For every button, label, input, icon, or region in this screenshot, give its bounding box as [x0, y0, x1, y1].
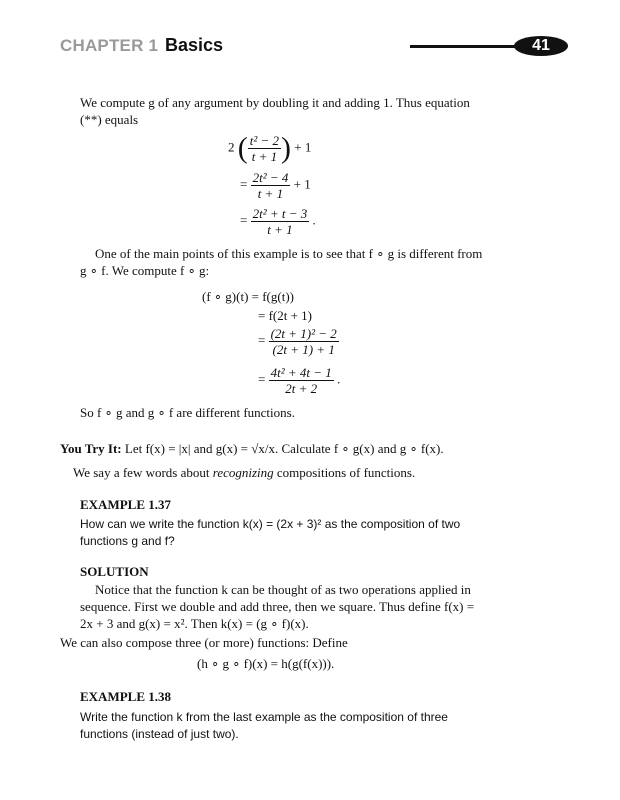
eq2-frac3-numerator: (2t + 1)² − 2 — [270, 326, 337, 341]
equation-3: (h ∘ g ∘ f)(x) = h(g(f(x))). — [197, 656, 335, 671]
eq1-left-paren: ( — [237, 131, 248, 165]
eq1-equals-3: = — [240, 212, 248, 228]
eq1-coefficient: 2 — [228, 139, 235, 155]
eq1-frac1-numerator: t² − 2 — [249, 133, 280, 148]
solution-line-1: Notice that the function k can be thought of as two operations applied in — [95, 582, 471, 597]
page-number-badge: 41 — [514, 36, 568, 56]
paragraph-1-line-1: We compute g of any argument by doubling it and adding 1. Thus equation — [80, 95, 470, 110]
eq2-equals-3: = — [258, 332, 266, 348]
paragraph-3: So f ∘ g and g ∘ f are different functions. — [80, 405, 295, 420]
eq2-tail-4: . — [337, 371, 341, 387]
example-1-38-line-2: functions (instead of just two). — [80, 727, 239, 741]
eq1-frac2-denominator: t + 1 — [257, 186, 284, 201]
eq1-frac1-denominator: t + 1 — [251, 149, 278, 164]
eq1-fraction-3 — [251, 206, 310, 237]
eq1-fraction-1 — [248, 133, 281, 164]
solution-line-3: 2x + 3 and g(x) = x². Then k(x) = (g ∘ f)(x). — [80, 616, 309, 631]
equation-2-line-4 — [258, 365, 340, 396]
chapter-title: Basics — [165, 35, 224, 55]
eq2-equals-4: = — [258, 371, 266, 387]
eq1-frac2-numerator: 2t² − 4 — [252, 170, 289, 185]
eq1-right-paren: ) — [281, 131, 292, 165]
eq2-frac3-denominator: (2t + 1) + 1 — [272, 342, 335, 357]
paragraph-1-line-2: (**) equals — [80, 112, 139, 127]
eq1-tail-3: . — [312, 212, 316, 228]
paragraph-2-line-2: g ∘ f. We compute f ∘ g: — [80, 263, 210, 278]
you-try-it-label: You Try It: — [60, 441, 122, 456]
example-1-37-line-1: How can we write the function k(x) = (2x + 3)² as the composition of two — [80, 517, 461, 531]
equation-2-line-2: = f(2t + 1) — [258, 308, 313, 323]
example-1-37-line-2: functions g and f? — [80, 534, 175, 548]
equation-1-line-2 — [240, 170, 311, 201]
paragraph-4-after: compositions of functions. — [273, 465, 416, 480]
example-1-38-title: EXAMPLE 1.38 — [80, 689, 171, 704]
you-try-it-text: Let f(x) = |x| and g(x) = √x/x. Calculate f ∘ g(x) and g ∘ f(x). — [124, 441, 444, 456]
eq1-tail-2: + 1 — [293, 176, 311, 192]
eq1-tail-1: + 1 — [294, 139, 312, 155]
paragraph-4 — [73, 464, 415, 481]
eq2-fraction-3 — [269, 326, 339, 357]
chapter-label: CHAPTER 1 — [60, 36, 159, 55]
equation-2-line-3 — [258, 326, 339, 357]
example-1-38-line-1: Write the function k from the last example as the composition of three — [80, 710, 448, 724]
equation-1-line-3 — [240, 206, 316, 237]
eq1-frac3-denominator: t + 1 — [267, 222, 293, 237]
eq1-equals-2: = — [240, 176, 248, 192]
equation-1-line-1 — [228, 133, 311, 164]
eq2-frac4-numerator: 4t² + 4t − 1 — [270, 365, 332, 380]
solution-line-2: sequence. First we double and add three, then we square. Thus define f(x) = — [80, 599, 475, 614]
paragraph-2-line-1: One of the main points of this example is to see that f ∘ g is different from — [95, 246, 483, 261]
eq1-frac3-numerator: 2t² + t − 3 — [252, 206, 308, 221]
header-rule — [410, 45, 530, 48]
you-try-it — [60, 440, 500, 457]
equation-2-line-1: (f ∘ g)(t) = f(g(t)) — [202, 289, 294, 304]
solution-title: SOLUTION — [80, 564, 149, 579]
page-header — [60, 34, 570, 62]
paragraph-5: We can also compose three (or more) functions: Define — [60, 635, 348, 650]
paragraph-4-emphasis: recognizing — [212, 465, 274, 480]
eq1-fraction-2 — [251, 170, 291, 201]
paragraph-4-before: We say a few words about — [73, 465, 213, 480]
eq2-frac4-denominator: 2t + 2 — [285, 381, 318, 396]
eq2-fraction-4 — [269, 365, 334, 396]
example-1-37-title: EXAMPLE 1.37 — [80, 497, 171, 512]
